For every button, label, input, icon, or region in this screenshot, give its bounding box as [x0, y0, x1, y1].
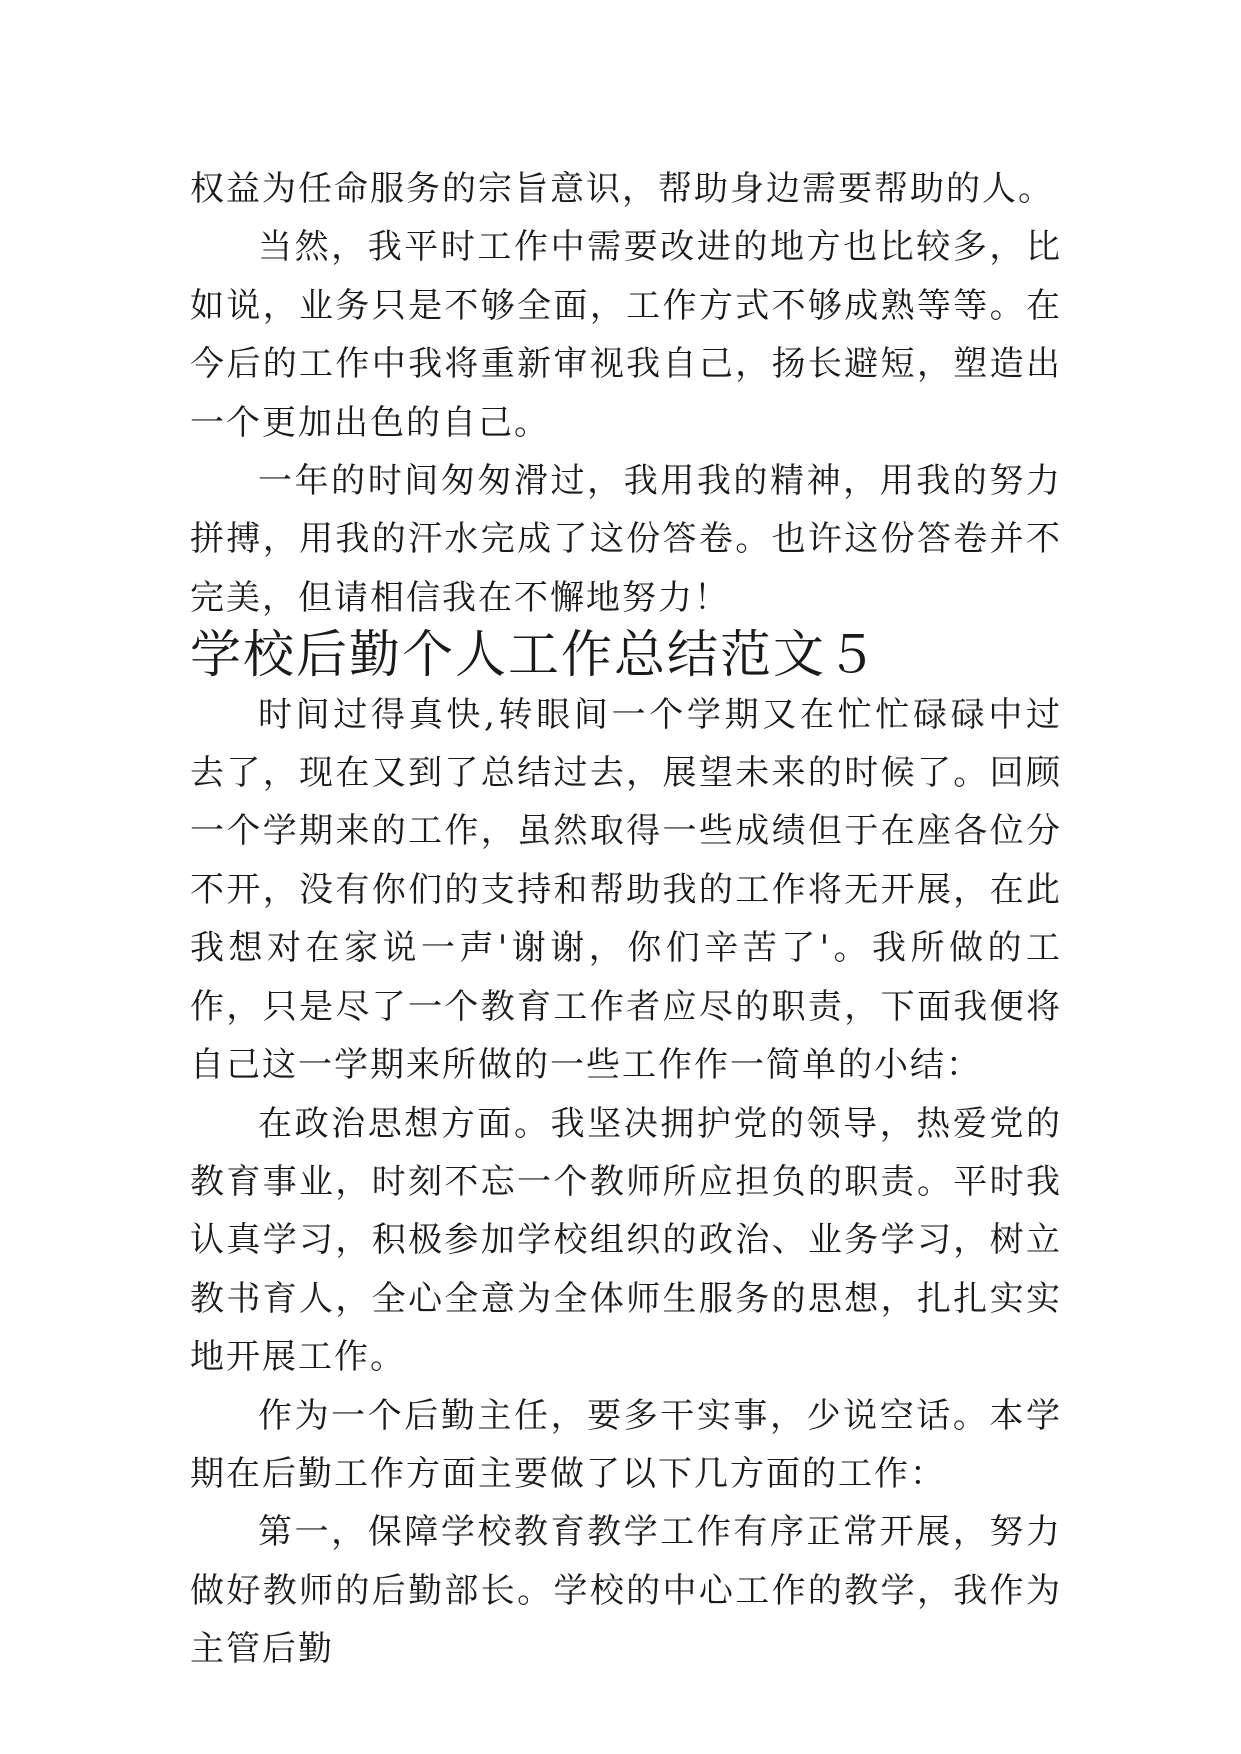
paragraph-first-point: 第一，保障学校教育教学工作有序正常开展，努力做好教师的后勤部长。学校的中心工作的教学，我作为主管后勤 [190, 1512, 1062, 1670]
section-title: 学校后勤个人工作总结范文５ [190, 626, 880, 686]
paragraph-logistics-role: 作为一个后勤主任，要多干实事，少说空话。本学期在后勤工作方面主要做了以下几方面的工作： [190, 1395, 1062, 1494]
document-body [190, 160, 1062, 1679]
paragraph-intro: 时间过得真快,转眼间一个学期又在忙忙碌碌中过去了，现在又到了总结过去，展望未来的时候了。回顾一个学期来的工作，虽然取得一些成绩但于在座各位分不开，没有你们的支持和帮助我的工作将无开展，在此我想对在家说一声'谢谢，你们辛苦了'。我所做的工作，只是尽了一个教育工作者应尽的职责，下面我便将自己这一学期来所做的一些工作作一简单的小结： [190, 694, 1062, 1086]
paragraph-continuation: 权益为任命服务的宗旨意识，帮助身边需要帮助的人。 [190, 169, 1054, 209]
paragraph-closing: 一年的时间匆匆滑过，我用我的精神，用我的努力拼搏，用我的汗水完成了这份答卷。也许这份答卷并不完美，但请相信我在不懈地努力！ [190, 461, 1062, 618]
paragraph-political: 在政治思想方面。我坚决拥护党的领导，热爱党的教育事业，时刻不忘一个教师所应担负的职责。平时我认真学习，积极参加学校组织的政治、业务学习，树立教书育人，全心全意为全体师生服务的思想，扎扎实实地开展工作。 [190, 1103, 1062, 1378]
paragraph-improvement: 当然，我平时工作中需要改进的地方也比较多，比如说，业务只是不够全面，工作方式不够成熟等等。在今后的工作中我将重新审视我自己，扬长避短，塑造出一个更加出色的自己。 [190, 227, 1062, 443]
